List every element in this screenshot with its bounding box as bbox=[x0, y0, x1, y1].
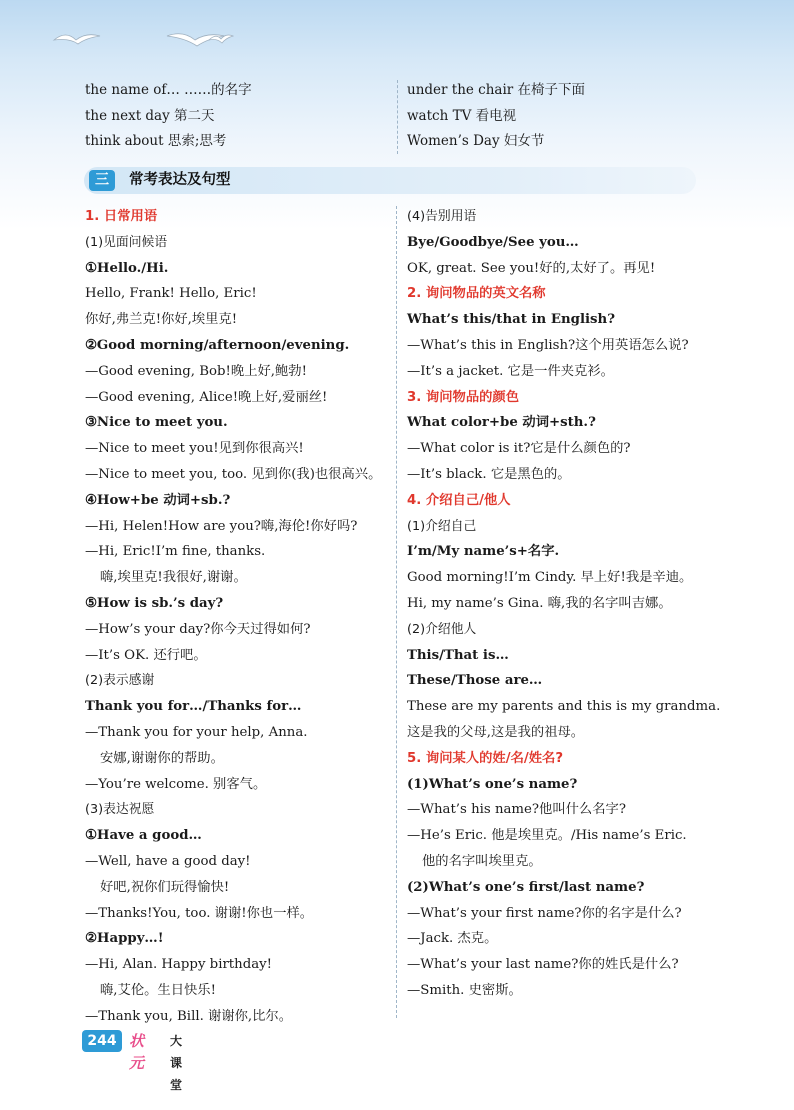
example-line: 嗨,艾伦。生日快乐! bbox=[100, 982, 216, 998]
subsection-label: (4)告别用语 bbox=[407, 209, 477, 224]
subsection-label: (1)见面问候语 bbox=[85, 234, 168, 250]
example-line: —Thank you, Bill. 谢谢你,比尔。 bbox=[85, 1008, 293, 1024]
example-line: —Well, have a good day! bbox=[85, 853, 251, 869]
example-line: 这是我的父母,这是我的祖母。 bbox=[407, 724, 585, 740]
sentence-pattern: ①Hello./Hi. bbox=[85, 260, 169, 276]
section-header bbox=[84, 167, 696, 194]
sentence-pattern: (2)What’s one’s first/last name? bbox=[407, 879, 645, 895]
example-line: 你好,弗兰克!你好,埃里克! bbox=[85, 312, 238, 328]
subsection-label: (1)介绍自己 bbox=[407, 518, 477, 534]
example-line: —Smith. 史密斯。 bbox=[407, 982, 522, 998]
example-line: Good morning!I’m Cindy. 早上好!我是辛迪。 bbox=[407, 570, 693, 586]
sentence-pattern: What color+be 动词+sth.? bbox=[407, 415, 596, 431]
example-line: —Hi, Helen!How are you?嗨,海伦!你好吗? bbox=[85, 518, 358, 534]
example-line: —Thanks!You, too. 谢谢!你也一样。 bbox=[85, 905, 314, 921]
example-line: —What’s your last name?你的姓氏是什么? bbox=[407, 957, 679, 973]
seagull-icon bbox=[52, 26, 102, 52]
section-number-badge: 三 bbox=[89, 170, 115, 191]
sentence-pattern: I’m/My name’s+名字. bbox=[407, 544, 560, 560]
sentence-pattern: ①Have a good… bbox=[85, 828, 202, 844]
example-line: —Nice to meet you!见到你很高兴! bbox=[85, 441, 304, 457]
section-title: 常考表达及句型 bbox=[129, 172, 231, 188]
subsection-label: (2)介绍他人 bbox=[407, 621, 477, 637]
sentence-pattern: ②Happy…! bbox=[85, 931, 164, 947]
example-line: Hi, my name’s Gina. 嗨,我的名字叫吉娜。 bbox=[407, 595, 672, 611]
topic-heading: 4. 介绍自己/他人 bbox=[407, 492, 511, 508]
example-line: —Jack. 杰克。 bbox=[407, 931, 498, 947]
right-column bbox=[407, 204, 721, 1004]
example-line: —How’s your day?你今天过得如何? bbox=[85, 621, 311, 637]
topic-heading: 1. 日常用语 bbox=[85, 209, 158, 224]
example-line: —Thank you for your help, Anna. bbox=[85, 724, 308, 740]
example-line: —What color is it?它是什么颜色的? bbox=[407, 441, 631, 457]
example-line: OK, great. See you!好的,太好了。再见! bbox=[407, 260, 656, 276]
example-line: 安娜,谢谢你的帮助。 bbox=[100, 750, 224, 766]
sentence-pattern: What’s this/that in English? bbox=[407, 312, 615, 328]
example-line: 嗨,埃里克!我很好,谢谢。 bbox=[100, 570, 247, 586]
example-line: 他的名字叫埃里克。 bbox=[422, 853, 542, 869]
vocab-item: the name of… ……的名字 bbox=[85, 82, 252, 98]
example-line: —He’s Eric. 他是埃里克。/His name’s Eric. bbox=[407, 828, 687, 844]
example-line: —Hi, Eric!I’m fine, thanks. bbox=[85, 544, 266, 560]
example-line: —Good evening, Bob!晚上好,鲍勃! bbox=[85, 363, 307, 379]
vocab-item: Women’s Day 妇女节 bbox=[407, 133, 545, 149]
column-divider bbox=[397, 80, 398, 154]
topic-heading: 2. 询问物品的英文名称 bbox=[407, 286, 546, 302]
sentence-pattern: Thank you for…/Thanks for… bbox=[85, 699, 302, 715]
sentence-pattern: This/That is… bbox=[407, 647, 509, 663]
column-divider bbox=[396, 206, 397, 1018]
sentence-pattern: ②Good morning/afternoon/evening. bbox=[85, 337, 350, 353]
sentence-pattern: (1)What’s one’s name? bbox=[407, 776, 578, 792]
example-line: —What’s this in English?这个用英语怎么说? bbox=[407, 337, 689, 353]
example-line: —Nice to meet you, too. 见到你(我)也很高兴。 bbox=[85, 466, 382, 482]
left-column bbox=[85, 204, 385, 1030]
example-line: —Good evening, Alice!晚上好,爱丽丝! bbox=[85, 389, 328, 405]
seagull-icon bbox=[208, 30, 234, 46]
sentence-pattern: ④How+be 动词+sb.? bbox=[85, 492, 231, 508]
subsection-label: (3)表达祝愿 bbox=[85, 802, 155, 818]
example-line: —What’s your first name?你的名字是什么? bbox=[407, 905, 682, 921]
vocab-item: under the chair 在椅子下面 bbox=[407, 82, 586, 98]
sentence-pattern: ⑤How is sb.’s day? bbox=[85, 595, 224, 611]
page-number: 244 bbox=[82, 1030, 122, 1052]
example-line: 好吧,祝你们玩得愉快! bbox=[100, 879, 230, 895]
example-line: —It’s a jacket. 它是一件夹克衫。 bbox=[407, 363, 614, 379]
example-line: —Hi, Alan. Happy birthday! bbox=[85, 957, 273, 973]
brand-logo: 状元 bbox=[129, 1032, 144, 1072]
example-line: —You’re welcome. 别客气。 bbox=[85, 776, 267, 792]
vocab-item: the next day 第二天 bbox=[85, 107, 215, 124]
vocab-item: think about 思索;思考 bbox=[85, 133, 227, 149]
topic-heading: 3. 询问物品的颜色 bbox=[407, 389, 520, 405]
example-line: —It’s black. 它是黑色的。 bbox=[407, 466, 571, 482]
vocabulary-list bbox=[85, 78, 695, 154]
subsection-label: (2)表示感谢 bbox=[85, 673, 155, 689]
sentence-pattern: ③Nice to meet you. bbox=[85, 415, 228, 431]
brand-text: 大课堂 bbox=[170, 1034, 183, 1092]
topic-heading: 5. 询问某人的姓/名/姓名? bbox=[407, 750, 564, 766]
example-line: —What’s his name?他叫什么名字? bbox=[407, 802, 626, 818]
example-line: Hello, Frank! Hello, Eric! bbox=[85, 286, 257, 302]
example-line: These are my parents and this is my grandma. bbox=[407, 699, 721, 715]
sentence-pattern: These/Those are… bbox=[407, 673, 543, 689]
vocab-item: watch TV 看电视 bbox=[407, 107, 517, 124]
example-line: —It’s OK. 还行吧。 bbox=[85, 647, 207, 663]
sentence-pattern: Bye/Goodbye/See you… bbox=[407, 234, 579, 250]
